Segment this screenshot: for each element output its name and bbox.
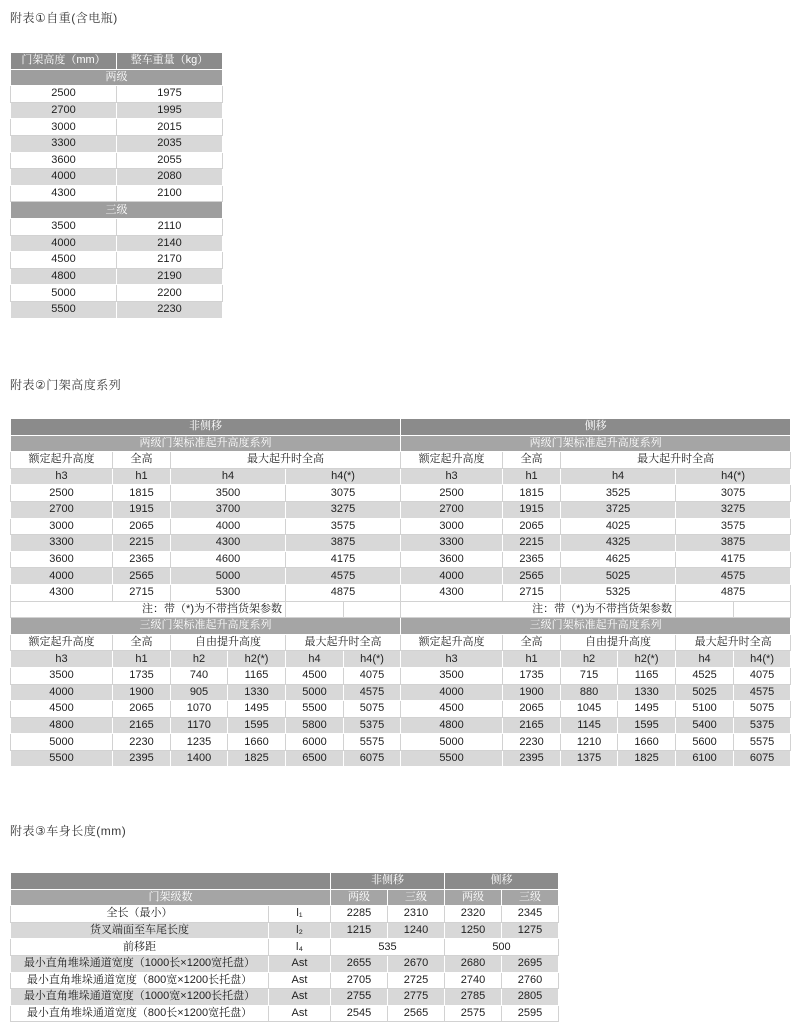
table-cell: 5500 <box>401 750 503 767</box>
shift-header: 侧移 <box>445 873 559 890</box>
table-cell: 2715 <box>503 584 561 601</box>
table-cell: 5375 <box>734 717 791 734</box>
table-row <box>11 518 791 535</box>
corner-cell <box>11 873 331 890</box>
table-cell: 2035 <box>117 135 223 152</box>
table-cell: 2565 <box>388 1005 445 1022</box>
table-cell: 2055 <box>117 152 223 169</box>
table-cell: 1170 <box>171 717 228 734</box>
group-header: 全高 <box>113 452 171 469</box>
table-cell: 1070 <box>171 701 228 718</box>
sub-header: h4(*) <box>676 468 791 485</box>
table-row <box>11 717 791 734</box>
table-cell: 2320 <box>445 906 502 923</box>
table-cell: 1215 <box>331 922 388 939</box>
sub-header: h2 <box>561 651 618 668</box>
table-cell: 500 <box>445 939 559 956</box>
table-cell: 5075 <box>344 701 401 718</box>
table-row <box>11 485 791 502</box>
table-cell: 5800 <box>286 717 344 734</box>
table-cell: 5100 <box>676 701 734 718</box>
row-label: 最小直角堆垛通道宽度（800长×1200宽托盘） <box>11 1005 269 1022</box>
group-header: 额定起升高度 <box>11 634 113 651</box>
table-cell: 6075 <box>344 750 401 767</box>
mast-height-series-table <box>10 418 791 767</box>
table-cell: 6075 <box>734 750 791 767</box>
table-row <box>11 285 223 302</box>
table-cell: 4075 <box>734 667 791 684</box>
sub-header: h2 <box>171 651 228 668</box>
table-row <box>11 939 559 956</box>
body-length-table <box>10 872 559 1022</box>
table-row <box>11 86 223 103</box>
table-cell: 1240 <box>388 922 445 939</box>
table-cell: 4600 <box>171 551 286 568</box>
section-header: 三级门架标准起升高度系列 <box>401 618 791 635</box>
table-cell: 2545 <box>331 1005 388 1022</box>
table-cell: 2190 <box>117 268 223 285</box>
table-cell: 1815 <box>503 485 561 502</box>
table-cell: 5500 <box>11 750 113 767</box>
table-row <box>11 169 223 186</box>
section-header: 两级门架标准起升高度系列 <box>11 435 401 452</box>
table-cell: 2575 <box>445 1005 502 1022</box>
table-row <box>11 701 791 718</box>
table-cell: 2785 <box>445 989 502 1006</box>
table-cell: 2655 <box>331 955 388 972</box>
row-label: 最小直角堆垛通道宽度（1000长×1200宽托盘） <box>11 955 269 972</box>
table-row <box>11 185 223 202</box>
table-cell: 2215 <box>503 535 561 552</box>
table-cell: 2065 <box>113 518 171 535</box>
table-cell: 4000 <box>171 518 286 535</box>
note-cell: 注：带（*)为不带挡货架参数 <box>401 601 676 618</box>
table-cell: 4000 <box>11 684 113 701</box>
table-cell: 5000 <box>401 734 503 751</box>
table-cell: 6500 <box>286 750 344 767</box>
table-cell: 1900 <box>113 684 171 701</box>
table-cell: 1165 <box>228 667 286 684</box>
table-cell: 2500 <box>401 485 503 502</box>
table-cell: 2775 <box>388 989 445 1006</box>
table-row <box>11 922 559 939</box>
row-symbol: Ast <box>269 955 331 972</box>
sub-header: h4(*) <box>734 651 791 668</box>
table-cell: 1495 <box>228 701 286 718</box>
table-cell: 3075 <box>286 485 401 502</box>
table-cell: 1330 <box>618 684 676 701</box>
table-cell: 1145 <box>561 717 618 734</box>
table-cell: 2500 <box>11 485 113 502</box>
table-row <box>11 268 223 285</box>
table-cell: 1915 <box>503 501 561 518</box>
table-cell: 1400 <box>171 750 228 767</box>
table-row <box>11 501 791 518</box>
group-header: 最大起升时全高 <box>286 634 401 651</box>
column-header: 三级 <box>502 889 559 906</box>
table-cell: 6000 <box>286 734 344 751</box>
sub-header: h3 <box>401 651 503 668</box>
row-label: 前移距 <box>11 939 269 956</box>
table-cell: 1210 <box>561 734 618 751</box>
sub-header: h4 <box>676 651 734 668</box>
table-cell: 2395 <box>503 750 561 767</box>
table-cell: 2755 <box>331 989 388 1006</box>
table-cell: 2680 <box>445 955 502 972</box>
table-cell: 2110 <box>117 218 223 235</box>
table-cell: 2565 <box>503 568 561 585</box>
sub-header: h3 <box>11 468 113 485</box>
table-cell: 2230 <box>117 301 223 318</box>
table-cell: 1165 <box>618 667 676 684</box>
table-cell: 2365 <box>113 551 171 568</box>
row-symbol: l₄ <box>269 939 331 956</box>
table-cell: 3300 <box>11 135 117 152</box>
table-cell: 4300 <box>11 584 113 601</box>
sub-header: h4(*) <box>286 468 401 485</box>
table-row <box>11 535 791 552</box>
table-cell: 1595 <box>618 717 676 734</box>
table-cell: 2165 <box>503 717 561 734</box>
table-cell: 3875 <box>676 535 791 552</box>
table-cell: 4800 <box>11 717 113 734</box>
table-cell: 3500 <box>11 667 113 684</box>
column-header: 三级 <box>388 889 445 906</box>
table-cell: 2760 <box>502 972 559 989</box>
column-header: 门架级数 <box>11 889 331 906</box>
table-cell: 5375 <box>344 717 401 734</box>
table-cell: 1275 <box>502 922 559 939</box>
table-cell: 3000 <box>11 518 113 535</box>
sub-header: h4 <box>286 651 344 668</box>
table-cell: 1660 <box>228 734 286 751</box>
column-header: 两级 <box>331 889 388 906</box>
table-row <box>11 734 791 751</box>
table-cell: 2345 <box>502 906 559 923</box>
sub-header: h1 <box>503 468 561 485</box>
group-header: 全高 <box>503 452 561 469</box>
table-cell: 2140 <box>117 235 223 252</box>
table-cell: 4500 <box>11 252 117 269</box>
table-cell: 6100 <box>676 750 734 767</box>
group-header: 额定起升高度 <box>401 452 503 469</box>
table-cell: 5500 <box>11 301 117 318</box>
table-cell: 3300 <box>11 535 113 552</box>
sub-header: h3 <box>11 651 113 668</box>
table-cell: 2065 <box>503 701 561 718</box>
section-header: 三级 <box>11 202 223 219</box>
table-cell: 715 <box>561 667 618 684</box>
section-header: 两级门架标准起升高度系列 <box>401 435 791 452</box>
table-cell: 5600 <box>676 734 734 751</box>
table1-title: 附表①自重(含电瓶) <box>10 11 118 25</box>
group-header: 额定起升高度 <box>401 634 503 651</box>
table-cell: 2215 <box>113 535 171 552</box>
group-header: 最大起升时全高 <box>171 452 401 469</box>
group-header: 自由提升高度 <box>171 634 286 651</box>
table-cell: 2725 <box>388 972 445 989</box>
table-cell: 3575 <box>286 518 401 535</box>
table-cell: 1735 <box>113 667 171 684</box>
shift-header: 非侧移 <box>11 419 401 436</box>
table-cell: 1975 <box>117 86 223 103</box>
sub-header: h4 <box>561 468 676 485</box>
table-cell: 1045 <box>561 701 618 718</box>
group-header: 自由提升高度 <box>561 634 676 651</box>
table-cell: 2595 <box>502 1005 559 1022</box>
row-symbol: Ast <box>269 989 331 1006</box>
group-header: 全高 <box>113 634 171 651</box>
table-row <box>11 218 223 235</box>
table-row <box>11 301 223 318</box>
table-cell: 3500 <box>171 485 286 502</box>
group-header: 最大起升时全高 <box>676 634 791 651</box>
table-cell: 4300 <box>171 535 286 552</box>
column-header: 两级 <box>445 889 502 906</box>
table-row <box>11 906 559 923</box>
table-cell: 3600 <box>11 551 113 568</box>
table-row <box>11 667 791 684</box>
table-row <box>11 750 791 767</box>
row-symbol: l₁ <box>269 906 331 923</box>
table-cell: 905 <box>171 684 228 701</box>
table-cell: 740 <box>171 667 228 684</box>
table-cell: 2285 <box>331 906 388 923</box>
table-cell: 2170 <box>117 252 223 269</box>
group-header: 全高 <box>503 634 561 651</box>
table-cell: 2230 <box>503 734 561 751</box>
table-cell: 5300 <box>171 584 286 601</box>
group-header: 额定起升高度 <box>11 452 113 469</box>
table-cell: 4625 <box>561 551 676 568</box>
table-cell: 4000 <box>401 568 503 585</box>
table-cell: 1735 <box>503 667 561 684</box>
table-cell: 4500 <box>286 667 344 684</box>
section-header: 两级 <box>11 69 223 86</box>
table-cell: 3300 <box>401 535 503 552</box>
table-cell: 1825 <box>618 750 676 767</box>
table-cell: 2015 <box>117 119 223 136</box>
table-cell: 535 <box>331 939 445 956</box>
table-cell: 2700 <box>11 501 113 518</box>
table-cell: 3000 <box>401 518 503 535</box>
table-cell: 1660 <box>618 734 676 751</box>
row-symbol: l₂ <box>269 922 331 939</box>
table-cell: 2065 <box>113 701 171 718</box>
table-cell: 4500 <box>401 701 503 718</box>
table-cell: 3875 <box>286 535 401 552</box>
table-cell: 4875 <box>676 584 791 601</box>
table-cell: 4875 <box>286 584 401 601</box>
row-label: 最小直角堆垛通道宽度（800宽×1200长托盘） <box>11 972 269 989</box>
sub-header: h2(*) <box>618 651 676 668</box>
sub-header: h4(*) <box>344 651 401 668</box>
table-cell <box>344 601 401 618</box>
table-cell: 4525 <box>676 667 734 684</box>
table-cell: 2230 <box>113 734 171 751</box>
table-cell: 1995 <box>117 102 223 119</box>
table-cell: 4575 <box>286 568 401 585</box>
table-cell: 4175 <box>286 551 401 568</box>
table-cell: 2100 <box>117 185 223 202</box>
table-row <box>11 955 559 972</box>
note-cell: 注：带（*)为不带挡货架参数 <box>11 601 286 618</box>
table-row <box>11 252 223 269</box>
table-cell: 4575 <box>734 684 791 701</box>
table-cell: 5325 <box>561 584 676 601</box>
table-row <box>11 1005 559 1022</box>
table-cell: 3500 <box>401 667 503 684</box>
sub-header: h1 <box>113 468 171 485</box>
table-cell: 5000 <box>286 684 344 701</box>
table-cell: 5000 <box>171 568 286 585</box>
sub-header: h1 <box>503 651 561 668</box>
table-cell: 4000 <box>11 235 117 252</box>
table-cell: 1595 <box>228 717 286 734</box>
table-cell: 4325 <box>561 535 676 552</box>
table-cell: 2200 <box>117 285 223 302</box>
table-cell: 2065 <box>503 518 561 535</box>
row-label: 全长（最小） <box>11 906 269 923</box>
table-cell: 4025 <box>561 518 676 535</box>
table-cell: 5400 <box>676 717 734 734</box>
table2-title: 附表②门架高度系列 <box>10 378 122 392</box>
table-cell: 1825 <box>228 750 286 767</box>
table-cell <box>286 601 344 618</box>
table-cell: 2700 <box>401 501 503 518</box>
shift-header: 非侧移 <box>331 873 445 890</box>
table-cell: 5025 <box>561 568 676 585</box>
table-cell: 1900 <box>503 684 561 701</box>
table-cell: 1235 <box>171 734 228 751</box>
table-cell: 4800 <box>401 717 503 734</box>
sub-header: h2(*) <box>228 651 286 668</box>
table-cell: 3725 <box>561 501 676 518</box>
table-row <box>11 972 559 989</box>
table-cell <box>676 601 734 618</box>
table-cell: 4000 <box>11 568 113 585</box>
table-cell: 2395 <box>113 750 171 767</box>
table-cell: 3600 <box>11 152 117 169</box>
table-cell: 1815 <box>113 485 171 502</box>
table-cell: 3075 <box>676 485 791 502</box>
row-label: 最小直角堆垛通道宽度（1000宽×1200长托盘） <box>11 989 269 1006</box>
sub-header: h4 <box>171 468 286 485</box>
table-cell: 4300 <box>11 185 117 202</box>
table-cell: 4300 <box>401 584 503 601</box>
table-cell: 2080 <box>117 169 223 186</box>
table-cell: 5500 <box>286 701 344 718</box>
table-row <box>11 102 223 119</box>
table-cell: 2565 <box>113 568 171 585</box>
table-cell: 4575 <box>344 684 401 701</box>
row-label: 货叉端面至车尾长度 <box>11 922 269 939</box>
table-cell: 2500 <box>11 86 117 103</box>
table-cell: 3600 <box>401 551 503 568</box>
table-cell: 4000 <box>401 684 503 701</box>
table-cell <box>734 601 791 618</box>
table-cell: 5000 <box>11 285 117 302</box>
sub-header: h3 <box>401 468 503 485</box>
table-cell: 2705 <box>331 972 388 989</box>
table-row <box>11 989 559 1006</box>
table-cell: 2805 <box>502 989 559 1006</box>
table-cell: 4800 <box>11 268 117 285</box>
table-cell: 5000 <box>11 734 113 751</box>
table-row <box>11 684 791 701</box>
table-cell: 2695 <box>502 955 559 972</box>
table-cell: 3525 <box>561 485 676 502</box>
table-cell: 1250 <box>445 922 502 939</box>
table-cell: 2715 <box>113 584 171 601</box>
column-header: 门架高度（mm） <box>11 53 117 70</box>
table-cell: 4000 <box>11 169 117 186</box>
table-cell: 2365 <box>503 551 561 568</box>
row-symbol: Ast <box>269 1005 331 1022</box>
section-header: 三级门架标准起升高度系列 <box>11 618 401 635</box>
table-cell: 2670 <box>388 955 445 972</box>
table-cell: 4500 <box>11 701 113 718</box>
table-cell: 2310 <box>388 906 445 923</box>
table-cell: 5575 <box>734 734 791 751</box>
table-cell: 5575 <box>344 734 401 751</box>
table-cell: 880 <box>561 684 618 701</box>
sub-header: h1 <box>113 651 171 668</box>
table-cell: 3000 <box>11 119 117 136</box>
table-row <box>11 235 223 252</box>
table-cell: 4175 <box>676 551 791 568</box>
table-cell: 4575 <box>676 568 791 585</box>
table-cell: 3275 <box>286 501 401 518</box>
table-cell: 3500 <box>11 218 117 235</box>
table-cell: 3575 <box>676 518 791 535</box>
table-cell: 3700 <box>171 501 286 518</box>
table-cell: 1375 <box>561 750 618 767</box>
table3-title: 附表③车身长度(mm) <box>10 824 127 838</box>
table-row <box>11 568 791 585</box>
table-cell: 2740 <box>445 972 502 989</box>
table-cell: 2700 <box>11 102 117 119</box>
self-weight-table <box>10 52 223 319</box>
table-row <box>11 551 791 568</box>
table-cell: 5075 <box>734 701 791 718</box>
table-cell: 4075 <box>344 667 401 684</box>
table-cell: 1915 <box>113 501 171 518</box>
table-row <box>11 152 223 169</box>
shift-header: 侧移 <box>401 419 791 436</box>
table-row <box>11 584 791 601</box>
table-row <box>11 135 223 152</box>
table-cell: 1495 <box>618 701 676 718</box>
table-cell: 1330 <box>228 684 286 701</box>
table-cell: 5025 <box>676 684 734 701</box>
table-cell: 3275 <box>676 501 791 518</box>
row-symbol: Ast <box>269 972 331 989</box>
column-header: 整车重量（kg） <box>117 53 223 70</box>
table-cell: 2165 <box>113 717 171 734</box>
group-header: 最大起升时全高 <box>561 452 791 469</box>
table-row <box>11 119 223 136</box>
